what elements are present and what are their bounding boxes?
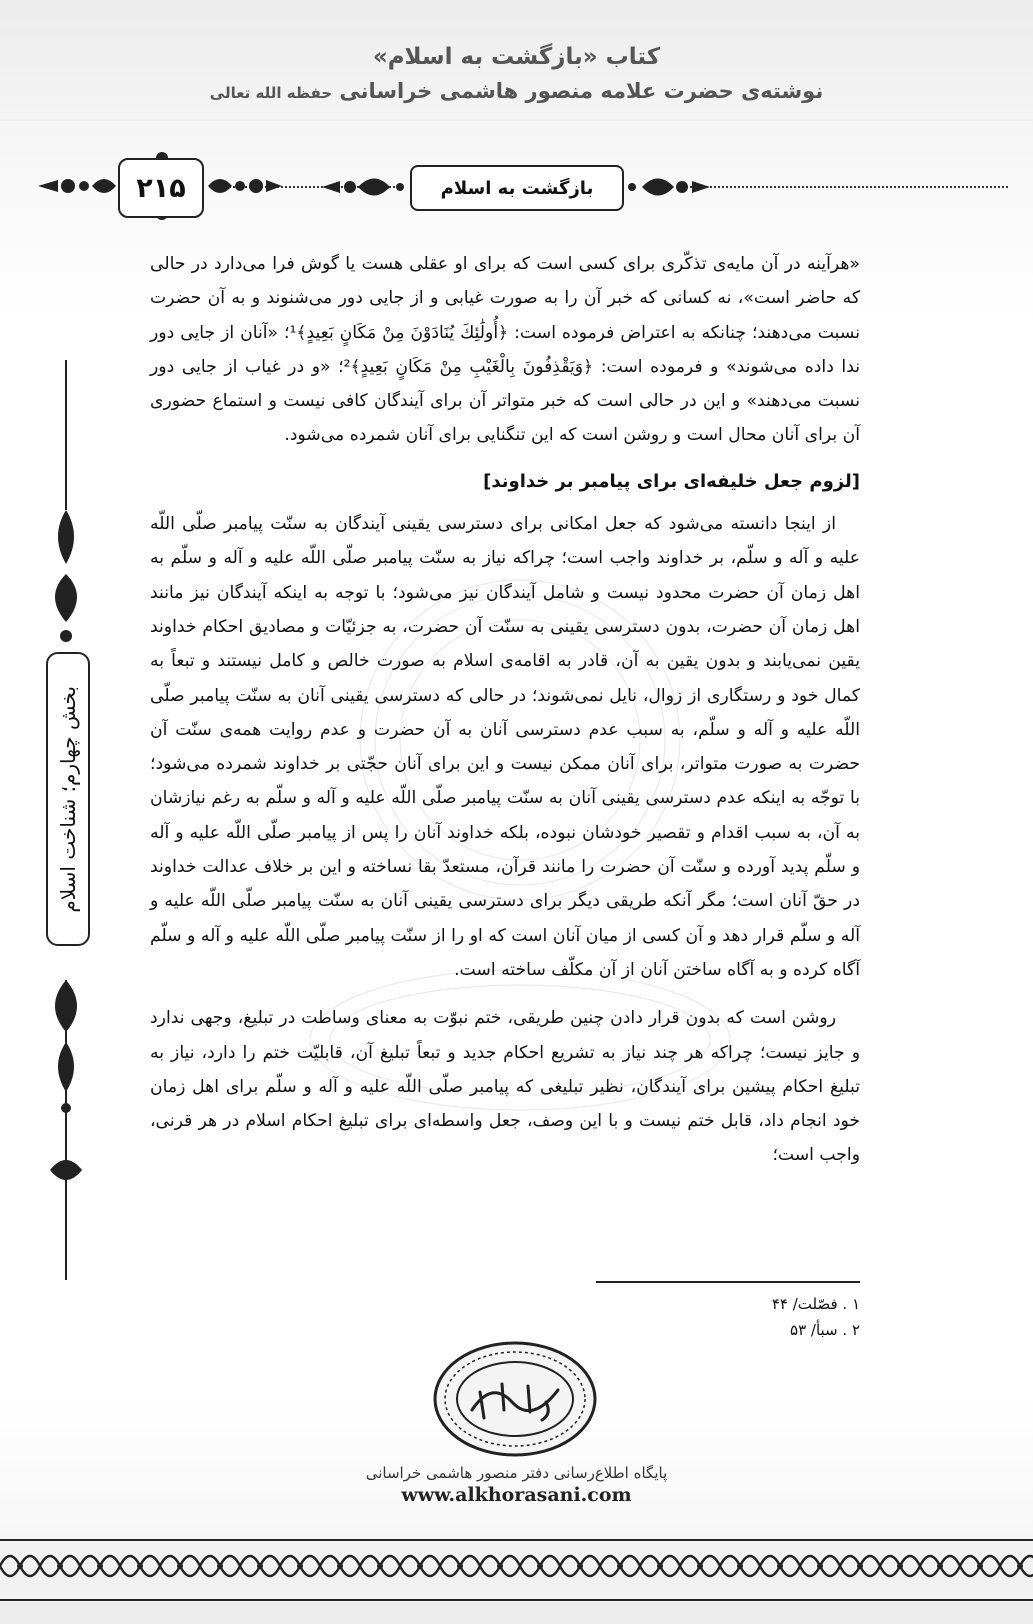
bottom-ornamental-border [0, 1536, 1033, 1624]
author-seal-logo [432, 1340, 598, 1458]
side-chapter-label: بخش چهارم؛ شناخت اسلام [56, 685, 80, 913]
footnote-rule [596, 1281, 860, 1283]
paragraph-1: «هرآینه در آن مایه‌ی تذکّری برای کسی است که برای او عقلی هست یا گوش فرا می‌دارد در حالی که حاضر است»، نه کسانی که خبر آن را به صورت غیابی و از جایی دور می‌شنوند و به آن حضرت نسبت می‌دهند؛ چنانکه به اعتراض فرموده است: ﴿أُولَٰئِكَ يُنَادَوْنَ مِنْ مَكَانٍ بَعِيدٍ﴾¹؛ «آنان از جایی دور ندا داده می‌شوند» و فرموده است: ﴿وَيَقْذِفُونَ بِالْغَيْبِ مِنْ مَكَانٍ بَعِيدٍ﴾²؛ «و در غیاب از جایی دور نسبت می‌دهند» و این در حالی است که خبر متواتر آن برای آیندگان کافی نیست و استماع حضوری آن برای آنان محال است و روشن است که این تنگنایی برای آنان شمرده می‌شود. [150, 254, 860, 446]
page-number: ۲۱۵ [118, 158, 204, 218]
paragraph-2: از اینجا دانسته می‌شود که جعل امکانی برای دسترسی یقینی آیندگان به سنّت پیامبر صلّی اللّه علیه و آله و سلّم، بر خداوند واجب است؛ چراکه نیاز به سنّت پیامبر صلّی اللّه علیه و آله و سلّم به اهل زمان آن حضرت محدود نیست و شامل آیندگان نیز می‌شود؛ با توجه به اینکه آیندگان نیز مانند اهل زمان آن حضرت، بدون دسترسی یقینی به سنّت آن حضرت، به جزئیّات و مصادیق احکام خداوند یقین نمی‌یابند و بدون یقین به آن، قادر به اقامه‌ی اسلام به صورت خالص و کامل نیستند و تبعاً به کمال خود و رستگاری از زوال، نایل نمی‌شوند؛ در حالی که دسترسی یقینی آنان به سنّت پیامبر صلّی اللّه علیه و آله و سلّم، به سبب عدم دسترسی آنان به آن حضرت و عدم روایت همه‌ی سنّت آن حضرت به صورت متواتر، برای آنان ممکن نیست و این برای آنان حجّتی بر خداوند شمرده می‌شود؛ با توجّه به اینکه عدم دسترسی یقینی آنان به سنّت پیامبر صلّی اللّه علیه و آله و سلّم به رغم نیازشان به آن، به سبب اقدام و تقصیر خودشان نبوده، بلکه خداوند آنان را پس از پیامبر صلّی اللّه علیه و آله و سلّم پدید آورده و سنّت آن حضرت را مانند قرآن، مستعدّ بقا نساخته و این بر خلاف عدالت خداوند در حقّ آنان است؛ مگر آنکه طریقی دیگر برای دسترسی یقینی آنان به سنّت پیامبر صلّی اللّه علیه و آله و سلّم قرار دهد و آن کسی از میان آنان است که او را از سنّت پیامبر صلّی اللّه علیه و آله و سلّم آگاه کرده و به آگاه ساختن آنان از آن مکلّف ساخته است. [150, 514, 860, 980]
paragraph-3: روشن است که بدون قرار دادن چنین طریقی، ختم نبوّت به معنای وساطت در تبلیغ، وجهی ندارد و جایز نیست؛ چراکه هر چند نیاز به تشریع احکام جدید و تبعاً تبلیغ آن، قابلیّت ختم را دارد، نیاز به تبلیغ احکام پیشین برای آیندگان، نظیر تبلیغی که پیامبر صلّی اللّه علیه و آله و سلّم برای اهل زمان خود انجام داد، قابل ختم نیست و با این وصف، جعل واسطه‌ای برای تبلیغ احکام اسلام در هر قرنی، واجب است؛ [150, 1008, 860, 1166]
footnote-2: ۲ . سبأ/ ۵۳ [790, 1321, 860, 1339]
footnote-1: ۱ . فصّلت/ ۴۴ [771, 1295, 860, 1313]
site-url[interactable]: www.alkhorasani.com [401, 1484, 632, 1506]
body-text [150, 247, 860, 1173]
book-title: کتاب «بازگشت به اسلام» [372, 44, 661, 70]
footnotes [600, 1291, 860, 1343]
running-head: بازگشت به اسلام [410, 165, 624, 211]
site-caption: پایگاه اطلاع‌رسانی دفتر منصور هاشمی خراسانی [365, 1464, 668, 1482]
header-dotted-rule-right [690, 186, 1008, 188]
author-line [0, 79, 1033, 103]
section-heading: [لزوم جعل خلیفه‌ای برای پیامبر بر خداوند] [483, 470, 860, 492]
author-honorific: حفظه الله تعالی [209, 84, 333, 102]
author-name: نوشته‌ی حضرت علامه منصور هاشمی خراسانی [339, 79, 824, 103]
side-chapter-box [46, 652, 90, 946]
